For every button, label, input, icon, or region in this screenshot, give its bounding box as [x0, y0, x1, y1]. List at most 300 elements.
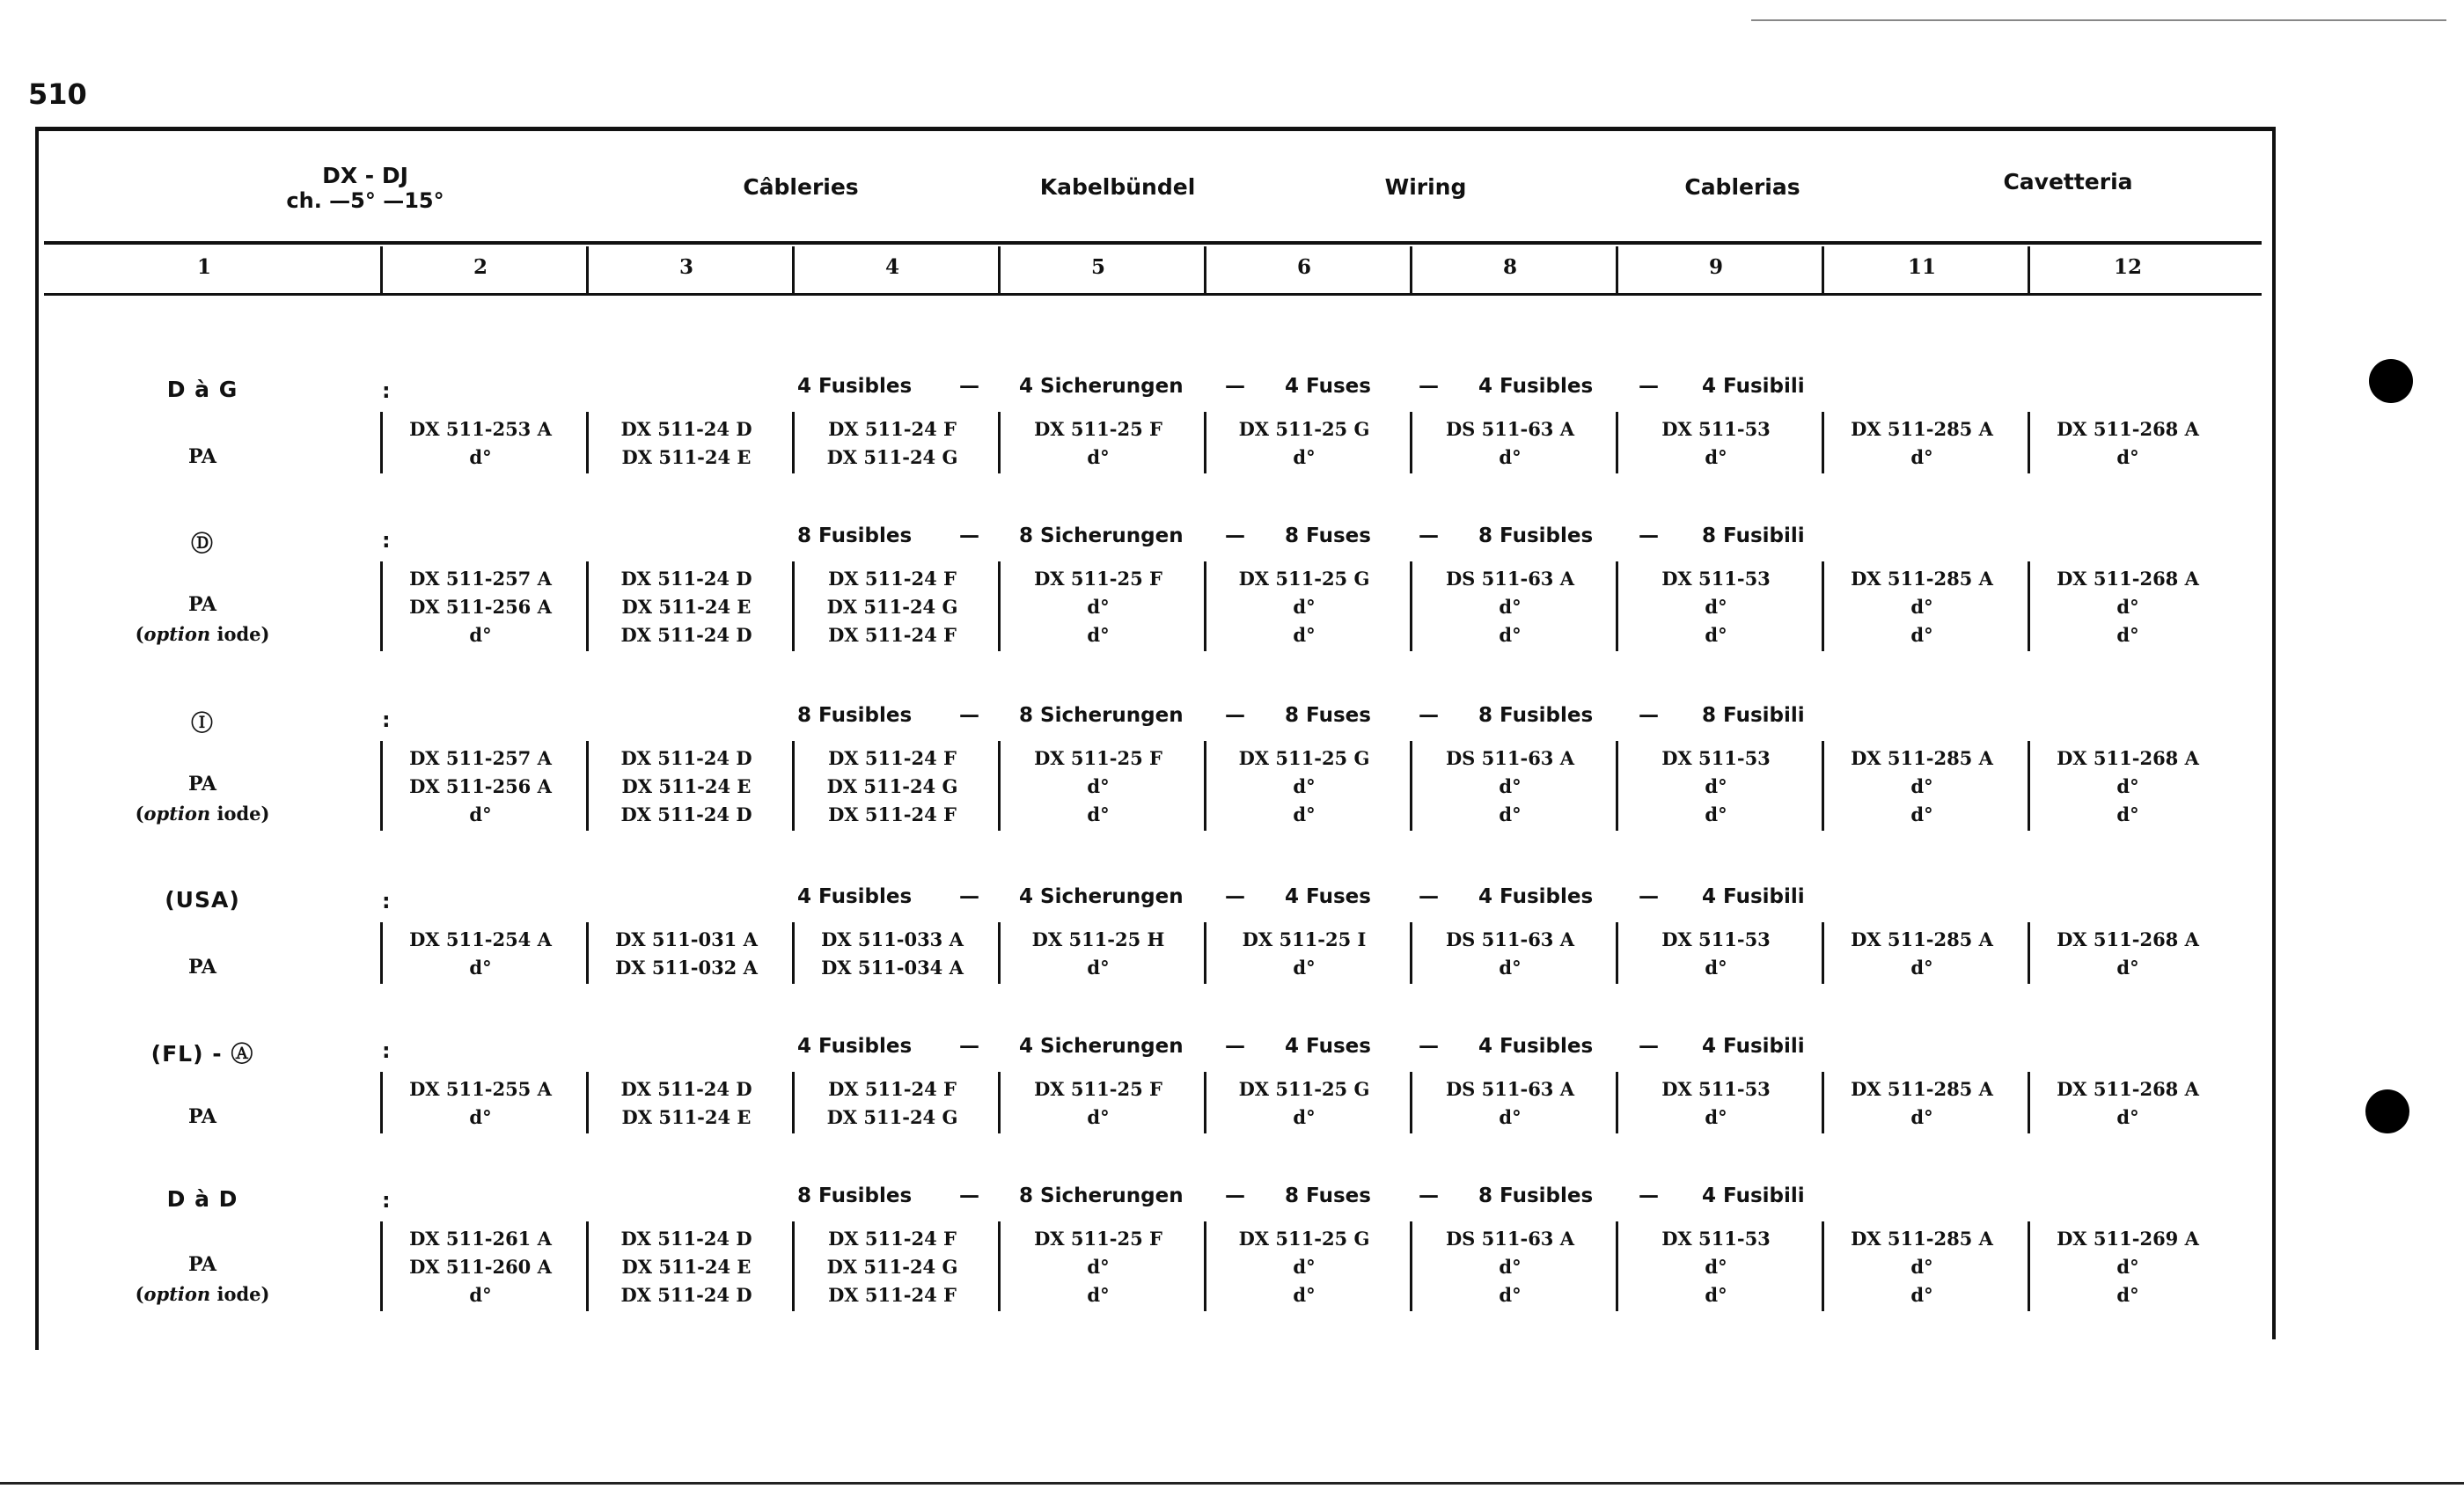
part-number-cell: d° [1705, 1284, 1727, 1306]
part-number-cell: DX 511-25 G [1238, 418, 1370, 440]
column-divider [998, 1221, 1001, 1311]
part-number-cell: d° [2116, 596, 2139, 618]
bottom-rule [0, 1482, 2464, 1485]
column-divider [586, 1221, 589, 1311]
part-number-cell: d° [1910, 1106, 1933, 1128]
lang-header-de: Kabelbündel [1039, 174, 1196, 200]
part-number-cell: d° [1499, 624, 1522, 646]
column-header-separator [2028, 246, 2030, 294]
table-frame-left [35, 127, 39, 1350]
column-number-9: 9 [1708, 255, 1723, 279]
model-title: DX - DJ [322, 163, 408, 188]
part-number-cell: d° [1705, 1106, 1727, 1128]
part-number-cell: DX 511-25 F [1034, 1228, 1162, 1250]
part-number-cell: DX 511-24 E [621, 1256, 752, 1278]
part-number-cell: d° [1293, 624, 1316, 646]
option-suffix: iode [216, 1283, 261, 1305]
column-divider [1822, 922, 1824, 984]
column-number-8: 8 [1502, 255, 1517, 279]
column-divider [2028, 1221, 2030, 1311]
column-divider [1410, 741, 1412, 831]
part-number-cell: d° [469, 1284, 492, 1306]
lang-header-fr: Câbleries [743, 174, 859, 200]
column-divider [792, 1221, 795, 1311]
part-number-cell: d° [1705, 1256, 1727, 1278]
column-divider [1616, 1221, 1618, 1311]
part-number-cell: d° [1087, 446, 1110, 468]
part-number-cell: d° [1705, 596, 1727, 618]
part-number-cell: DX 511-24 D [620, 803, 752, 825]
part-number-cell: DX 511-268 A [2057, 928, 2199, 950]
market-label: Ⓓ [190, 531, 214, 556]
part-number-cell: d° [1705, 957, 1727, 979]
column-number-4: 4 [884, 255, 899, 279]
column-number-3: 3 [678, 255, 693, 279]
part-number-cell: DX 511-032 A [615, 957, 758, 979]
column-divider [1616, 412, 1618, 473]
column-header-separator [792, 246, 795, 294]
fuse-dash-separator: — [1419, 1184, 1439, 1207]
part-number-cell: d° [1910, 957, 1933, 979]
column-divider [1410, 1221, 1412, 1311]
part-number-cell: DX 511-24 F [828, 1228, 957, 1250]
part-number-cell: d° [1087, 1106, 1110, 1128]
fuse-count-label: 4 Fusibili [1702, 375, 1805, 398]
column-number-1: 1 [196, 255, 211, 279]
part-number-cell: DX 511-24 D [620, 418, 752, 440]
option-iode-note: (option iode) [135, 1283, 270, 1305]
fuse-count-label: 8 Sicherungen [1019, 704, 1184, 727]
part-number-cell: DX 511-261 A [409, 1228, 552, 1250]
fuse-count-label: 4 Sicherungen [1019, 1035, 1184, 1058]
part-number-cell: d° [1293, 775, 1316, 797]
part-number-cell: DX 511-24 F [828, 624, 957, 646]
part-number-cell: DX 511-24 F [828, 1284, 957, 1306]
fuse-count-label: 4 Fusibili [1702, 885, 1805, 908]
fuse-dash-separator: — [1419, 524, 1439, 547]
part-number-cell: d° [1087, 1284, 1110, 1306]
column-divider [792, 412, 795, 473]
market-label: (USA) [165, 887, 240, 913]
column-header-separator [1410, 246, 1412, 294]
part-number-cell: DX 511-24 G [826, 446, 958, 468]
column-divider [380, 1072, 383, 1133]
fuse-dash-separator: — [1225, 1035, 1245, 1058]
part-number-cell: DX 511-24 G [826, 1106, 958, 1128]
column-header-separator [998, 246, 1001, 294]
table-frame-top [35, 127, 2276, 131]
column-divider [586, 1072, 589, 1133]
fuse-dash-separator: — [1419, 375, 1439, 398]
part-number-cell: DX 511-253 A [409, 418, 552, 440]
part-number-cell: DX 511-25 G [1238, 1228, 1370, 1250]
fuse-dash-separator: — [1419, 704, 1439, 727]
column-divider [1204, 412, 1206, 473]
part-number-cell: d° [469, 1106, 492, 1128]
fuse-dash-separator: — [959, 375, 979, 398]
part-number-cell: d° [1293, 596, 1316, 618]
column-divider [586, 412, 589, 473]
column-divider [1410, 561, 1412, 651]
fuse-count-label: 8 Fusibles [797, 524, 913, 547]
column-header-separator [1204, 246, 1206, 294]
column-divider [586, 922, 589, 984]
part-number-cell: DS 511-63 A [1445, 928, 1575, 950]
fuse-count-label: 8 Fusibili [1702, 524, 1805, 547]
label-colon: : [382, 528, 391, 553]
column-divider [1822, 1221, 1824, 1311]
pa-label: PA [187, 1105, 216, 1128]
fuse-dash-separator: — [959, 704, 979, 727]
part-number-cell: DX 511-256 A [409, 775, 552, 797]
part-number-cell: DS 511-63 A [1445, 418, 1575, 440]
part-number-cell: DX 511-24 E [621, 446, 752, 468]
part-number-cell: d° [2116, 775, 2139, 797]
label-colon: : [382, 708, 391, 732]
part-number-cell: DX 511-033 A [821, 928, 964, 950]
part-number-cell: DX 511-24 D [620, 624, 752, 646]
part-number-cell: d° [1499, 1106, 1522, 1128]
part-number-cell: d° [1910, 624, 1933, 646]
part-number-cell: DX 511-268 A [2057, 747, 2199, 769]
label-colon: : [382, 889, 391, 913]
fuse-dash-separator: — [1639, 1035, 1659, 1058]
column-divider [1616, 561, 1618, 651]
fuse-dash-separator: — [1225, 375, 1245, 398]
fuse-count-label: 4 Fuses [1285, 375, 1371, 398]
pa-label: PA [187, 445, 216, 468]
label-colon: : [382, 1038, 391, 1063]
part-number-cell: d° [1910, 803, 1933, 825]
part-number-cell: DX 511-285 A [1851, 418, 1993, 440]
column-divider [998, 412, 1001, 473]
part-number-cell: d° [2116, 624, 2139, 646]
column-divider [1204, 561, 1206, 651]
part-number-cell: DX 511-285 A [1851, 1078, 1993, 1100]
part-number-cell: d° [1705, 803, 1727, 825]
part-number-cell: d° [1910, 446, 1933, 468]
column-divider [1410, 922, 1412, 984]
part-number-cell: d° [1705, 446, 1727, 468]
part-number-cell: DX 511-24 G [826, 596, 958, 618]
column-divider [998, 922, 1001, 984]
column-divider [792, 1072, 795, 1133]
table-frame-right [2272, 127, 2276, 1339]
part-number-cell: d° [1499, 1284, 1522, 1306]
pa-label: PA [187, 773, 216, 796]
part-number-cell: DX 511-034 A [821, 957, 964, 979]
part-number-cell: DX 511-285 A [1851, 568, 1993, 590]
part-number-cell: d° [1910, 1256, 1933, 1278]
column-divider [380, 412, 383, 473]
part-number-cell: d° [2116, 803, 2139, 825]
fuse-count-label: 8 Fusibles [1478, 524, 1594, 547]
part-number-cell: DX 511-25 F [1034, 418, 1162, 440]
fuse-count-label: 8 Fusibles [1478, 704, 1594, 727]
part-number-cell: DS 511-63 A [1445, 568, 1575, 590]
option-text: option [143, 623, 211, 645]
option-suffix: iode [216, 803, 261, 825]
part-number-cell: DX 511-53 [1661, 1078, 1771, 1100]
column-divider [1410, 412, 1412, 473]
lang-header-it: Cavetteria [2003, 169, 2133, 194]
fuse-dash-separator: — [1225, 1184, 1245, 1207]
column-number-6: 6 [1296, 255, 1311, 279]
part-number-cell: DX 511-285 A [1851, 1228, 1993, 1250]
pa-label: PA [187, 956, 216, 979]
part-number-cell: d° [1087, 624, 1110, 646]
fuse-dash-separator: — [1225, 524, 1245, 547]
option-iode-note: (option iode) [135, 623, 270, 645]
part-number-cell: d° [1499, 596, 1522, 618]
market-label: Ⓘ [190, 710, 214, 736]
part-number-cell: d° [1499, 803, 1522, 825]
part-number-cell: d° [1087, 596, 1110, 618]
part-number-cell: DX 511-24 D [620, 568, 752, 590]
column-divider [1616, 741, 1618, 831]
fuse-count-label: 4 Fusibles [797, 375, 913, 398]
option-text: option [143, 1283, 211, 1305]
label-colon: : [382, 1188, 391, 1213]
part-number-cell: d° [1087, 957, 1110, 979]
part-number-cell: DX 511-53 [1661, 568, 1771, 590]
part-number-cell: DX 511-24 F [828, 747, 957, 769]
part-number-cell: d° [469, 957, 492, 979]
column-divider [380, 1221, 383, 1311]
part-number-cell: DX 511-24 G [826, 775, 958, 797]
part-number-cell: DX 511-25 F [1034, 568, 1162, 590]
part-number-cell: d° [2116, 957, 2139, 979]
part-number-cell: d° [1087, 803, 1110, 825]
part-number-cell: d° [2116, 1284, 2139, 1306]
column-divider [1204, 1072, 1206, 1133]
market-label: (FL) - Ⓐ [150, 1041, 254, 1067]
column-divider [1822, 1072, 1824, 1133]
part-number-cell: DX 511-257 A [409, 747, 552, 769]
column-divider [2028, 741, 2030, 831]
part-number-cell: DX 511-24 E [621, 596, 752, 618]
part-number-cell: DX 511-25 G [1238, 747, 1370, 769]
fuse-dash-separator: — [1639, 1184, 1659, 1207]
part-number-cell: d° [1499, 1256, 1522, 1278]
fuse-count-label: 8 Sicherungen [1019, 524, 1184, 547]
part-number-cell: d° [2116, 1256, 2139, 1278]
fuse-count-label: 4 Fusibili [1702, 1184, 1805, 1207]
column-divider [2028, 1072, 2030, 1133]
part-number-cell: d° [469, 624, 492, 646]
part-number-cell: DX 511-53 [1661, 928, 1771, 950]
column-divider [2028, 922, 2030, 984]
fuse-dash-separator: — [1639, 704, 1659, 727]
fuse-dash-separator: — [959, 524, 979, 547]
part-number-cell: d° [1705, 624, 1727, 646]
part-number-cell: d° [1499, 446, 1522, 468]
column-divider [586, 741, 589, 831]
column-divider [1822, 561, 1824, 651]
fuse-dash-separator: — [1225, 885, 1245, 908]
part-number-cell: d° [1910, 1284, 1933, 1306]
part-number-cell: DX 511-260 A [409, 1256, 552, 1278]
fuse-count-label: 8 Fusibles [1478, 1184, 1594, 1207]
part-number-cell: d° [1293, 803, 1316, 825]
option-iode-note: (option iode) [135, 803, 270, 825]
lang-header-es: Cablerias [1684, 174, 1800, 200]
fuse-count-label: 4 Fusibles [1478, 375, 1594, 398]
part-number-cell: DX 511-24 F [828, 803, 957, 825]
part-number-cell: DS 511-63 A [1445, 747, 1575, 769]
part-number-cell: d° [1087, 1256, 1110, 1278]
column-divider [792, 561, 795, 651]
market-label: D à D [166, 1186, 238, 1212]
chassis-subtitle: ch. —5° —15° [286, 188, 444, 213]
part-number-cell: d° [1499, 775, 1522, 797]
fuse-count-label: 8 Fusibles [797, 1184, 913, 1207]
part-number-cell: d° [1910, 596, 1933, 618]
fuse-count-label: 8 Fuses [1285, 704, 1371, 727]
fuse-count-label: 4 Fusibles [797, 885, 913, 908]
part-number-cell: DX 511-24 D [620, 1284, 752, 1306]
part-number-cell: DX 511-24 F [828, 568, 957, 590]
fuse-count-label: 8 Fuses [1285, 1184, 1371, 1207]
column-divider [998, 741, 1001, 831]
part-number-cell: DX 511-53 [1661, 747, 1771, 769]
column-divider [1616, 1072, 1618, 1133]
part-number-cell: d° [1910, 775, 1933, 797]
column-header-separator [380, 246, 383, 294]
part-number-cell: DX 511-285 A [1851, 747, 1993, 769]
fuse-dash-separator: — [1639, 375, 1659, 398]
market-label: D à G [166, 377, 238, 402]
fuse-count-label: 4 Fusibili [1702, 1035, 1805, 1058]
part-number-cell: DX 511-268 A [2057, 418, 2199, 440]
fuse-count-label: 4 Fuses [1285, 885, 1371, 908]
page-number: 510 [28, 77, 87, 111]
binder-hole-bottom [2365, 1089, 2409, 1133]
column-divider [380, 561, 383, 651]
part-number-cell: DS 511-63 A [1445, 1078, 1575, 1100]
part-number-cell: d° [1293, 957, 1316, 979]
header-rule-top [44, 241, 2262, 245]
fuse-dash-separator: — [959, 1184, 979, 1207]
part-number-cell: DX 511-25 I [1242, 928, 1367, 950]
pa-label: PA [187, 1253, 216, 1276]
fuse-dash-separator: — [959, 1035, 979, 1058]
pa-label: PA [187, 593, 216, 616]
column-header-separator [1822, 246, 1824, 294]
part-number-cell: DX 511-268 A [2057, 568, 2199, 590]
part-number-cell: DX 511-24 D [620, 1228, 752, 1250]
column-divider [1616, 922, 1618, 984]
column-number-12: 12 [2113, 255, 2142, 279]
part-number-cell: DX 511-53 [1661, 418, 1771, 440]
part-number-cell: DS 511-63 A [1445, 1228, 1575, 1250]
fuse-count-label: 4 Fuses [1285, 1035, 1371, 1058]
part-number-cell: DX 511-24 F [828, 1078, 957, 1100]
part-number-cell: DX 511-24 E [621, 1106, 752, 1128]
column-divider [1822, 741, 1824, 831]
part-number-cell: d° [469, 803, 492, 825]
column-divider [1204, 741, 1206, 831]
part-number-cell: d° [1087, 775, 1110, 797]
column-header-separator [1616, 246, 1618, 294]
part-number-cell: DX 511-24 D [620, 747, 752, 769]
fuse-count-label: 4 Sicherungen [1019, 885, 1184, 908]
column-number-5: 5 [1090, 255, 1105, 279]
fuse-count-label: 8 Sicherungen [1019, 1184, 1184, 1207]
part-number-cell: d° [469, 446, 492, 468]
fuse-count-label: 8 Fuses [1285, 524, 1371, 547]
part-number-cell: DX 511-256 A [409, 596, 552, 618]
part-number-cell: DX 511-25 G [1238, 568, 1370, 590]
part-number-cell: DX 511-24 E [621, 775, 752, 797]
column-divider [380, 741, 383, 831]
column-divider [586, 561, 589, 651]
part-number-cell: DX 511-031 A [615, 928, 758, 950]
column-header-separator [586, 246, 589, 294]
part-number-cell: d° [1705, 775, 1727, 797]
part-number-cell: DX 511-25 H [1031, 928, 1165, 950]
part-number-cell: DX 511-254 A [409, 928, 552, 950]
part-number-cell: d° [1293, 1284, 1316, 1306]
column-divider [2028, 412, 2030, 473]
fuse-count-label: 4 Fusibles [797, 1035, 913, 1058]
fuse-count-label: 8 Fusibili [1702, 704, 1805, 727]
column-divider [1822, 412, 1824, 473]
part-number-cell: d° [2116, 1106, 2139, 1128]
label-colon: : [382, 378, 391, 403]
part-number-cell: DX 511-25 F [1034, 747, 1162, 769]
lang-header-en: Wiring [1384, 174, 1467, 200]
fuse-count-label: 8 Fusibles [797, 704, 913, 727]
column-divider [380, 922, 383, 984]
fuse-dash-separator: — [959, 885, 979, 908]
part-number-cell: DX 511-25 G [1238, 1078, 1370, 1100]
option-suffix: iode [216, 623, 261, 645]
fuse-dash-separator: — [1419, 1035, 1439, 1058]
column-divider [998, 1072, 1001, 1133]
header-rule-bottom [44, 293, 2262, 296]
column-divider [792, 741, 795, 831]
column-number-2: 2 [473, 255, 488, 279]
part-number-cell: DX 511-257 A [409, 568, 552, 590]
column-divider [2028, 561, 2030, 651]
fuse-dash-separator: — [1639, 885, 1659, 908]
part-number-cell: DX 511-24 D [620, 1078, 752, 1100]
column-divider [998, 561, 1001, 651]
fuse-count-label: 4 Fusibles [1478, 1035, 1594, 1058]
part-number-cell: DX 511-255 A [409, 1078, 552, 1100]
binder-hole-top [2369, 359, 2413, 403]
fuse-count-label: 4 Sicherungen [1019, 375, 1184, 398]
part-number-cell: d° [1293, 446, 1316, 468]
fuse-dash-separator: — [1639, 524, 1659, 547]
part-number-cell: DX 511-285 A [1851, 928, 1993, 950]
part-number-cell: DX 511-24 F [828, 418, 957, 440]
fuse-count-label: 4 Fusibles [1478, 885, 1594, 908]
part-number-cell: DX 511-53 [1661, 1228, 1771, 1250]
part-number-cell: d° [1293, 1106, 1316, 1128]
part-number-cell: DX 511-25 F [1034, 1078, 1162, 1100]
column-number-11: 11 [1907, 255, 1936, 279]
part-number-cell: DX 511-24 G [826, 1256, 958, 1278]
part-number-cell: d° [2116, 446, 2139, 468]
top-decorative-rule [1751, 19, 2446, 21]
column-divider [1410, 1072, 1412, 1133]
fuse-dash-separator: — [1419, 885, 1439, 908]
column-divider [1204, 1221, 1206, 1311]
option-text: option [143, 803, 211, 825]
part-number-cell: DX 511-268 A [2057, 1078, 2199, 1100]
